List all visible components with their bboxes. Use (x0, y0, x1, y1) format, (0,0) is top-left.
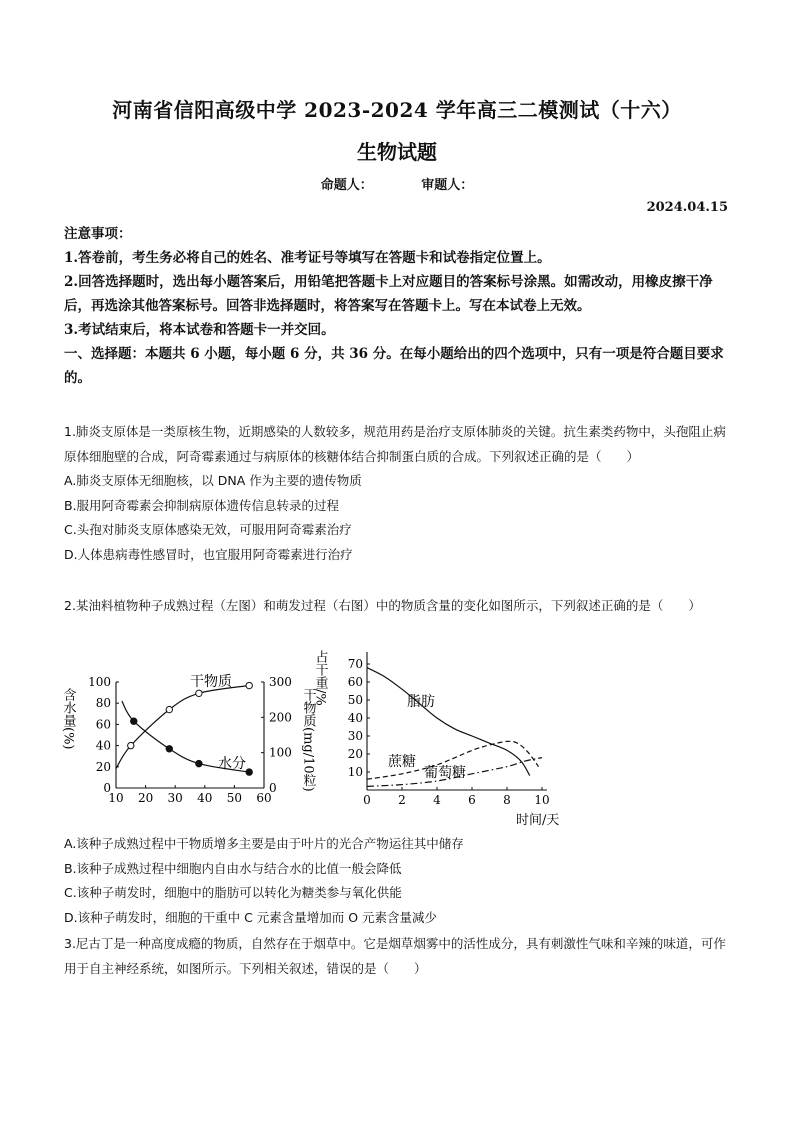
legend-dry-matter: 干物质 (190, 674, 232, 690)
dry-matter-point (246, 682, 252, 688)
x-tick-label: 8 (503, 793, 511, 807)
x-tick-label: 4 (433, 793, 441, 807)
page-title: 河南省信阳高级中学 2023-2024 学年高三二模测试（十六） (112, 98, 682, 122)
question-2-stem-block (64, 594, 734, 619)
left-y-axis-label: 含水量(%) (60, 688, 76, 750)
water-content-point (131, 718, 137, 724)
dry-matter-point (166, 706, 172, 712)
option-a: A.肺炎支原体无细胞核，以 DNA 作为主要的遗传物质 (64, 473, 362, 489)
y-tick-label: 60 (347, 675, 363, 689)
question-stem: 1.肺炎支原体是一类原核生物，近期感染的人数较多，规范用药是治疗支原体肺炎的关键。抗生素类药物中，头孢阻止病原体细胞壁的合成，阿奇霉素通过与病原体的核糖体结合抑制蛋白质的合成。下列叙述正确的是（ ） (64, 424, 726, 464)
exam-notes (64, 222, 734, 390)
x-tick-label: 10 (108, 791, 124, 805)
legend-water: 水分 (218, 756, 246, 772)
y-tick-label: 20 (347, 747, 363, 761)
author-line (0, 174, 794, 193)
exam-date: 2024.04.15 (646, 200, 728, 215)
x-tick-label: 2 (398, 793, 406, 807)
y-left-tick-label: 40 (95, 738, 111, 753)
author-label: 命题人： (320, 178, 373, 193)
y-tick-label: 70 (347, 657, 363, 671)
option-d: D.该种子萌发时，细胞的干重中 C 元素含量增加而 O 元素含量减少 (64, 909, 438, 925)
x-tick-label: 40 (197, 791, 213, 805)
legend-glucose: 葡萄糖 (424, 765, 466, 781)
y-right-tick-label: 300 (269, 675, 292, 689)
option-b: B.服用阿奇霉素会抑制病原体遗传信息转录的过程 (64, 497, 340, 513)
seed-germination-chart (312, 648, 572, 828)
x-tick-label: 50 (226, 791, 243, 805)
note-item: 1.答卷前，考生务必将自己的姓名、准考证号等填写在答题卡和试卷指定位置上。 (64, 250, 551, 266)
y-tick-label: 30 (347, 729, 363, 743)
water-content-point (196, 760, 202, 766)
option-a: A.该种子成熟过程中干物质增多主要是由于叶片的光合产物运往其中储存 (64, 836, 464, 851)
question-stem: 3.尼古丁是一种高度成瘾的物质，自然存在于烟草中。它是烟草烟雾中的活性成分，具有刺激性气味和辛辣的味道，可作用于自主神经系统，如图所示。下列相关叙述，错误的是（ ） (64, 936, 726, 976)
y-left-tick-label: 100 (88, 675, 111, 689)
note-item: 2.回答选择题时，选出每小题答案后，用铅笔把答题卡上对应题目的答案标号涂黑。如需改动，用橡皮擦干净后，再选涂其他答案标号。回答非选择题时，将答案写在答题卡上。写在本试卷上无效。 (64, 274, 713, 314)
page-subtitle: 生物试题 (357, 140, 437, 164)
option-c: C.该种子萌发时，细胞中的脂肪可以转化为糖类参与氧化供能 (64, 885, 402, 901)
y-left-tick-label: 80 (95, 696, 111, 711)
y-left-tick-label: 20 (95, 759, 111, 774)
notes-heading: 注意事项： (64, 226, 132, 242)
water-content-point (166, 746, 172, 752)
reviewer-label: 审题人： (421, 178, 474, 193)
option-c: C.头孢对肺炎支原体感染无效，可服用阿奇霉素治疗 (64, 522, 352, 538)
legend-sucrose: 蔗糖 (388, 754, 416, 770)
question-3 (64, 932, 734, 981)
section-heading: 一、选择题：本题共 6 小题，每小题 6 分，共 36 分。在每小题给出的四个选项中，只有一项是符合题目要求的。 (64, 346, 724, 386)
y-tick-label: 10 (347, 765, 363, 779)
y-left-tick-label: 60 (95, 717, 111, 732)
dry-matter-point (128, 742, 134, 748)
y-right-tick-label: 100 (269, 745, 292, 760)
x-tick-label: 20 (137, 791, 154, 805)
option-d: D.人体患病毒性感冒时，也宜服用阿奇霉素进行治疗 (64, 546, 353, 562)
x-tick-label: 30 (167, 791, 183, 805)
seed-maturation-chart (60, 648, 316, 824)
right-chart-x-label: 时间/天 (516, 813, 560, 828)
legend-fat: 脂肪 (407, 694, 435, 710)
question-1 (64, 420, 734, 568)
dry-matter-point (196, 690, 202, 696)
y-tick-label: 50 (347, 693, 363, 707)
y-right-tick-label: 0 (269, 781, 277, 795)
right-chart-y-label: 占干重/% (312, 650, 328, 706)
y-tick-label: 40 (347, 711, 363, 725)
water-content-point (246, 769, 252, 775)
note-item: 3.考试结束后，将本试卷和答题卡一并交回。 (64, 322, 335, 338)
option-b: B.该种子成熟过程中细胞内自由水与结合水的比值一般会降低 (64, 860, 402, 876)
y-left-tick-label: 0 (103, 781, 111, 795)
question-stem: 2.某油料植物种子成熟过程（左图）和萌发过程（右图）中的物质含量的变化如图所示，下列叙述正确的是（ ） (64, 598, 701, 613)
x-tick-label: 6 (468, 793, 476, 807)
question-2-options (64, 832, 734, 930)
right-y-axis-label: 干物质(mg/10粒) (300, 688, 316, 792)
x-tick-label: 0 (363, 793, 371, 807)
x-tick-label: 60 (256, 791, 272, 805)
y-right-tick-label: 200 (269, 710, 292, 725)
x-tick-label: 10 (534, 793, 550, 807)
